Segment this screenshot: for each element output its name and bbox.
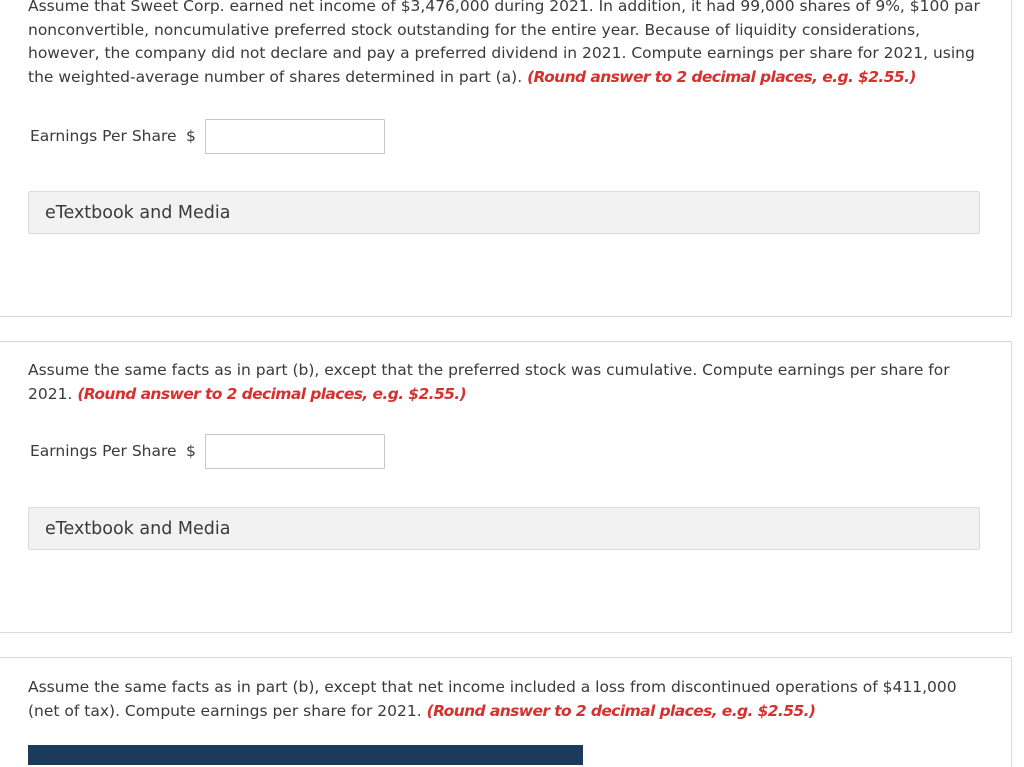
etextbook-media-label: eTextbook and Media (45, 202, 231, 223)
etextbook-media-button[interactable] (28, 507, 980, 550)
currency-symbol: $ (186, 442, 196, 460)
answer-table-header-bar (28, 745, 583, 765)
question-text-part-c (28, 359, 988, 406)
eps-answer-row (30, 433, 385, 469)
currency-symbol: $ (186, 127, 196, 145)
question-body: Assume the same facts as in part (b), except that net income included a loss from discontinued operations of $411,000 (net of tax). Compute earnings per share for 2021. (28, 678, 957, 720)
eps-answer-row (30, 118, 385, 154)
eps-input[interactable] (205, 434, 385, 469)
rounding-hint: (Round answer to 2 decimal places, e.g. $2.55.) (77, 384, 467, 403)
question-card-part-b (0, 0, 1012, 317)
etextbook-media-button[interactable] (28, 191, 980, 234)
question-text-part-d (28, 676, 988, 723)
rounding-hint: (Round answer to 2 decimal places, e.g. $2.55.) (527, 67, 916, 86)
rounding-hint: (Round answer to 2 decimal places, e.g. $2.55.) (426, 701, 816, 720)
etextbook-media-label: eTextbook and Media (45, 518, 231, 539)
eps-label: Earnings Per Share (30, 127, 177, 145)
eps-input[interactable] (205, 119, 385, 154)
question-card-part-c (0, 341, 1012, 633)
question-body: Assume that Sweet Corp. earned net income of $3,476,000 during 2021. In addition, it had 99,000 shares of 9%, $100 par nonconvertible, noncumulative preferred stock outstanding for the entire year. Because of liquidity considerations, however, the company did not declare and pay a preferred dividend in 2021. Compute earnings per share for 2021, using the weighted-average number of shares determined in part (a). (28, 0, 980, 86)
question-text-part-b (28, 0, 988, 89)
question-body: Assume the same facts as in part (b), except that the preferred stock was cumulative. Compute earnings per share for 2021. (28, 361, 950, 403)
eps-label: Earnings Per Share (30, 442, 177, 460)
